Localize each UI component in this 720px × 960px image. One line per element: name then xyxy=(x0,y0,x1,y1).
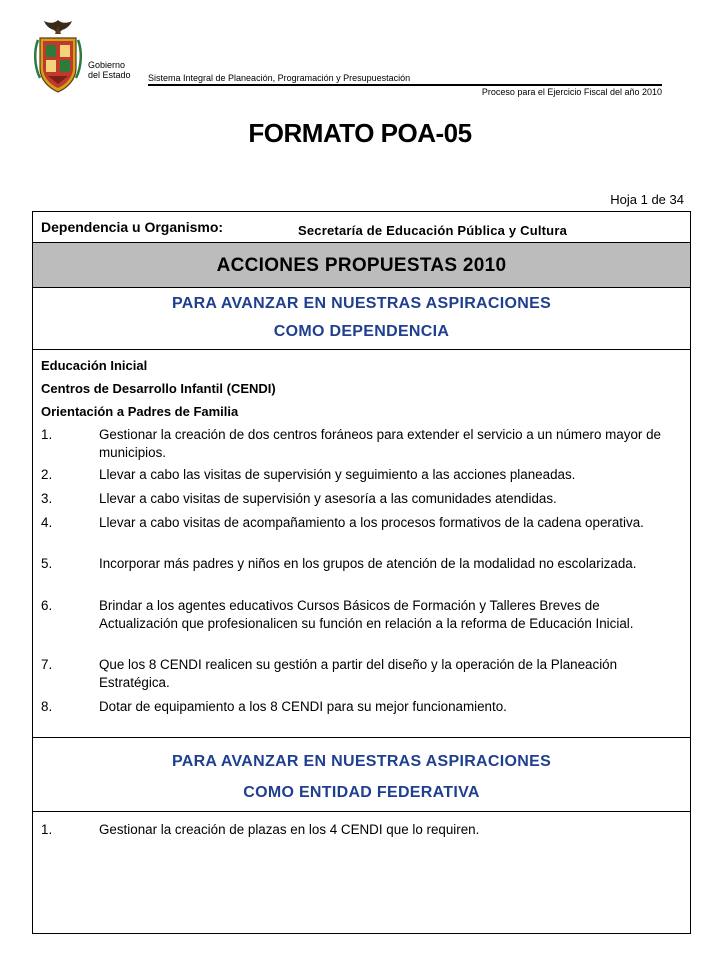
fiscal-process-label: Proceso para el Ejercicio Fiscal del año 2010 xyxy=(481,87,662,97)
header-divider xyxy=(148,84,662,86)
page-counter: Hoja 1 de 34 xyxy=(610,192,684,207)
item-text: Llevar a cabo visitas de supervisión y asesoría a las comunidades atendidas. xyxy=(99,491,557,506)
item-text: Incorporar más padres y niños en los grupos de atención de la modalidad no escolarizada. xyxy=(99,556,637,571)
subheading-orientacion: Orientación a Padres de Familia xyxy=(41,404,239,419)
section-federal-entity-heading xyxy=(33,738,690,812)
gobierno-label xyxy=(88,60,131,80)
item-text: Gestionar la creación de dos centros foráneos para extender el servicio a un número mayor de municipios. xyxy=(99,427,661,460)
item-number: 6. xyxy=(41,598,53,613)
item-text: Que los 8 CENDI realicen su gestión a partir del diseño y la operación de la Planeación Estratégica. xyxy=(99,657,618,690)
section-1-heading-line-1: PARA AVANZAR EN NUESTRAS ASPIRACIONES xyxy=(171,295,552,312)
section-2-actions xyxy=(33,812,690,933)
section-dependency-heading xyxy=(33,288,690,350)
subheading-educacion-inicial: Educación Inicial xyxy=(41,358,148,373)
section-2-heading-line-2: COMO ENTIDAD FEDERATIVA xyxy=(243,784,480,801)
system-name: Sistema Integral de Planeación, Programación y Presupuestación xyxy=(148,73,411,83)
proposed-actions-band: ACCIONES PROPUESTAS 2010 xyxy=(33,243,690,288)
item-text: Llevar a cabo las visitas de supervisión y seguimiento a las acciones planeadas. xyxy=(99,467,576,482)
item-text: Brindar a los agentes educativos Cursos Básicos de Formación y Talleres Breves de Actualización que profesionalicen su función en relación a la reforma de Educación Inicial. xyxy=(99,598,634,631)
page-title: FORMATO POA-05 xyxy=(248,118,472,148)
item-number: 4. xyxy=(41,515,53,530)
dependency-label: Dependencia u Organismo: xyxy=(41,219,224,235)
section-2-heading-line-1: PARA AVANZAR EN NUESTRAS ASPIRACIONES xyxy=(171,753,552,770)
item-number: 7. xyxy=(41,657,53,672)
dependency-row xyxy=(33,212,690,243)
item-number: 3. xyxy=(41,491,53,506)
item-number: 1. xyxy=(41,427,53,442)
item-text: Llevar a cabo visitas de acompañamiento a los procesos formativos de la cadena operativa. xyxy=(99,515,644,530)
section-1-actions xyxy=(33,350,690,738)
item-number: 2. xyxy=(41,467,53,482)
section-1-heading-line-2: COMO DEPENDENCIA xyxy=(273,323,450,340)
item-text: Gestionar la creación de plazas en los 4 CENDI que lo requiren. xyxy=(99,822,480,837)
subheading-cendi: Centros de Desarrollo Infantil (CENDI) xyxy=(41,381,276,396)
state-seal-icon xyxy=(34,18,82,94)
poa-form-table xyxy=(32,211,691,934)
dependency-value: Secretaría de Educación Pública y Cultura xyxy=(298,223,568,238)
item-number: 1. xyxy=(41,822,53,837)
gobierno-line-2: del Estado xyxy=(88,70,131,80)
item-number: 8. xyxy=(41,699,53,714)
item-number: 5. xyxy=(41,556,53,571)
item-text: Dotar de equipamiento a los 8 CENDI para su mejor funcionamiento. xyxy=(99,699,507,714)
gobierno-line-1: Gobierno xyxy=(88,60,126,70)
